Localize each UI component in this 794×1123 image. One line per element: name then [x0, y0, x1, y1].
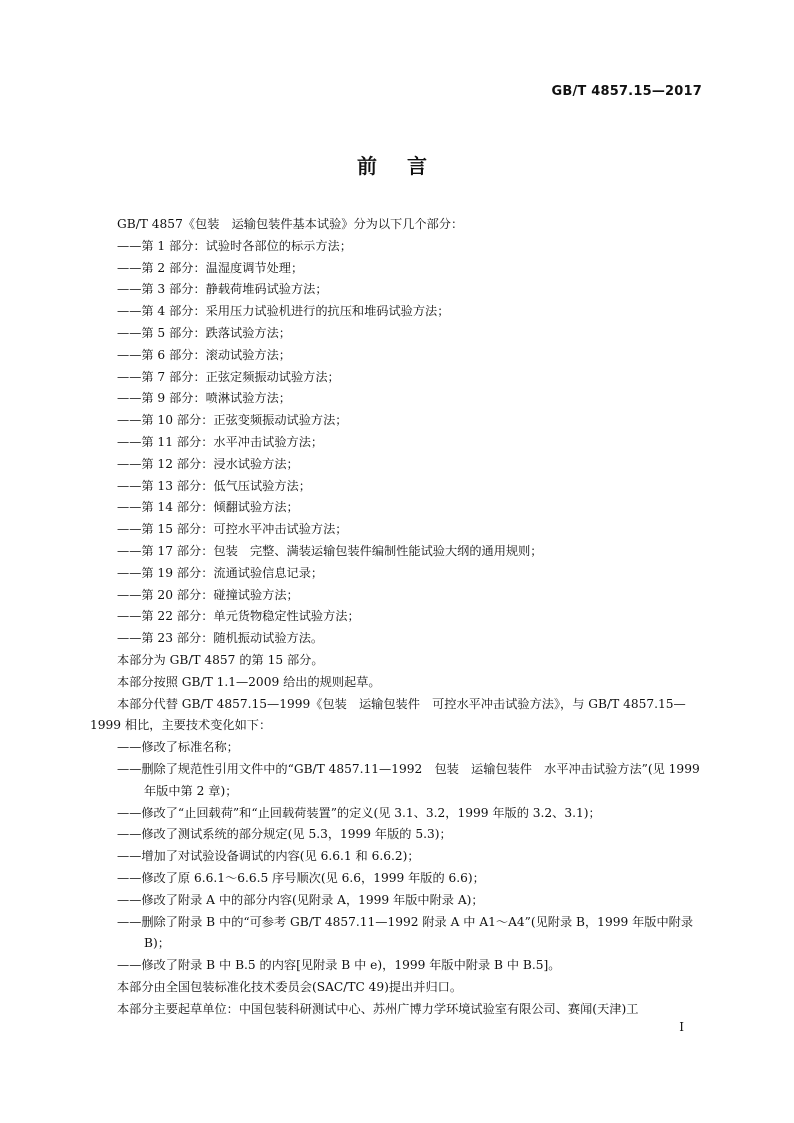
- dash-list-item: ——第 14 部分：倾翻试验方法；: [117, 500, 299, 515]
- dash-list-item: ——第 23 部分：随机振动试验方法。: [117, 631, 324, 646]
- dash-list-item: ——第 22 部分：单元货物稳定性试验方法；: [117, 609, 360, 624]
- standard-number: GB/T 4857.15—2017: [551, 84, 702, 99]
- paragraph: 本部分代替 GB/T 4857.15—1999《包装 运输包装件 可控水平冲击试验方法》，与 GB/T 4857.15—1999 相比，主要技术变化如下：: [90, 696, 686, 733]
- page-number: I: [679, 1020, 684, 1034]
- dash-list-item: ——第 6 部分：滚动试验方法；: [117, 347, 291, 362]
- paragraph: 本部分为 GB/T 4857 的第 15 部分。: [117, 652, 324, 667]
- paragraph: 本部分按照 GB/T 1.1—2009 给出的规则起草。: [117, 674, 381, 689]
- dash-list-item: ——第 7 部分：正弦定频振动试验方法；: [117, 369, 340, 384]
- dash-list-item: ——修改了原 6.6.1～6.6.5 序号顺次(见 6.6，1999 年版的 6.6)；: [117, 870, 485, 885]
- dash-list-item: ——修改了“止回载荷”和“止回载荷装置”的定义(见 3.1、3.2，1999 年版的 3.2、3.1)；: [117, 805, 601, 820]
- paragraph: GB/T 4857《包装 运输包装件基本试验》分为以下几个部分：: [117, 217, 464, 231]
- dash-list-item: ——第 5 部分：跌落试验方法；: [117, 325, 291, 340]
- dash-list-item: ——第 10 部分：正弦变频振动试验方法；: [117, 413, 348, 428]
- dash-list-item: ——第 9 部分：喷淋试验方法；: [117, 391, 291, 406]
- dash-list-item: ——第 17 部分：包装 完整、满装运输包装件编制性能试验大纲的通用规则；: [117, 543, 543, 558]
- page-title: 前言: [357, 154, 457, 178]
- dash-list-item: ——删除了规范性引用文件中的“GB/T 4857.11—1992 包装 运输包装件 水平冲击试验方法”(见 1999 年版中第 2 章)；: [117, 761, 700, 798]
- dash-list-item: ——第 12 部分：浸水试验方法；: [117, 456, 299, 471]
- dash-list-item: ——修改了测试系统的部分规定(见 5.3，1999 年版的 5.3)；: [117, 827, 452, 842]
- dash-list-item: ——第 13 部分：低气压试验方法；: [117, 478, 311, 493]
- paragraph: 本部分主要起草单位：中国包装科研测试中心、苏州广博力学环境试验室有限公司、赛闻(天津)工: [117, 1001, 639, 1016]
- dash-list-item: ——第 20 部分：碰撞试验方法；: [117, 587, 299, 602]
- dash-list-item: ——修改了附录 B 中 B.5 的内容[见附录 B 中 e)，1999 年版中附录 B 中 B.5]。: [117, 958, 561, 973]
- dash-list-item: ——第 15 部分：可控水平冲击试验方法；: [117, 522, 348, 537]
- dash-list-item: ——第 2 部分：温湿度调节处理；: [117, 260, 304, 275]
- paragraph: 本部分由全国包装标准化技术委员会(SAC/TC 49)提出并归口。: [117, 979, 463, 994]
- dash-list-item: ——修改了标准名称；: [117, 740, 239, 755]
- dash-list-item: ——第 1 部分：试验时各部位的标示方法；: [117, 238, 352, 253]
- dash-list-item: ——增加了对试验设备调试的内容(见 6.6.1 和 6.6.2)；: [117, 849, 420, 864]
- dash-list-item: ——第 11 部分：水平冲击试验方法；: [117, 434, 324, 449]
- dash-list-item: ——修改了附录 A 中的部分内容(见附录 A，1999 年版中附录 A)；: [117, 892, 484, 907]
- document-body: [90, 214, 706, 1020]
- dash-list-item: ——第 4 部分：采用压力试验机进行的抗压和堆码试验方法；: [117, 304, 450, 319]
- dash-list-item: ——第 19 部分：流通试验信息记录；: [117, 565, 324, 580]
- dash-list-item: ——删除了附录 B 中的“可参考 GB/T 4857.11—1992 附录 A 中 A1～A4”(见附录 B，1999 年版中附录 B)；: [117, 914, 694, 951]
- dash-list-item: ——第 3 部分：静载荷堆码试验方法；: [117, 282, 328, 297]
